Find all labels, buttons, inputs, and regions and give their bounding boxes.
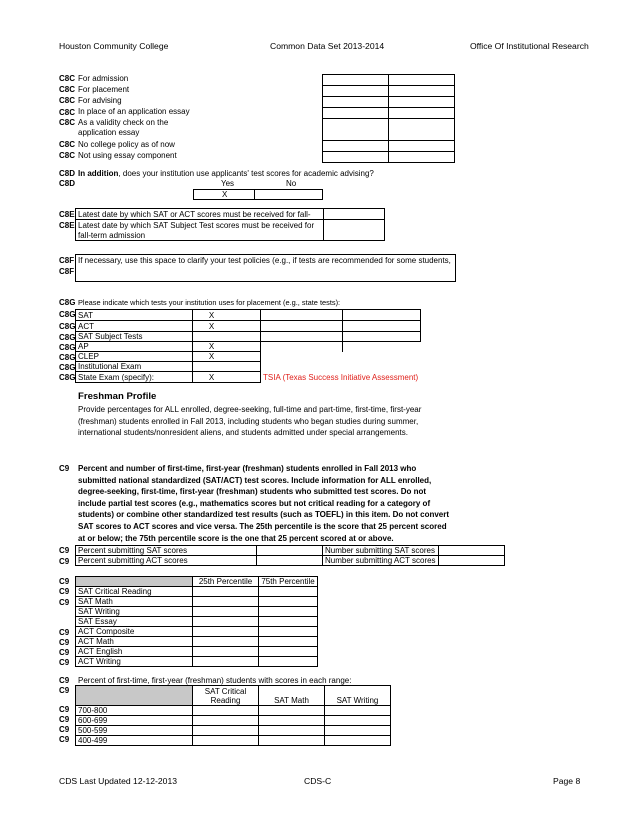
c9-pct-label: ACT Writing — [76, 657, 193, 667]
c8e-line: Latest date by which SAT Subject Test scores must be received for — [78, 221, 315, 230]
c9-code: C9 — [59, 658, 70, 667]
c8g-cell — [261, 362, 343, 372]
c8d-no-box[interactable] — [254, 189, 323, 200]
c8g-mark[interactable] — [193, 321, 261, 332]
table-row — [76, 342, 421, 352]
c8c-cell[interactable] — [389, 75, 455, 86]
c8d-yes-label: Yes — [221, 179, 235, 188]
c8g-cell[interactable] — [342, 321, 420, 332]
table-row — [76, 627, 318, 637]
c8g-mark[interactable] — [193, 362, 261, 372]
c8c-cell[interactable] — [323, 141, 389, 152]
c9-range-cell[interactable] — [325, 736, 391, 746]
c8g-mark[interactable] — [193, 352, 261, 362]
c9-submit-value[interactable] — [438, 556, 504, 566]
c8c-code: C8C — [59, 118, 76, 127]
c8c-cell[interactable] — [389, 86, 455, 97]
c9-pct-cell[interactable] — [259, 617, 318, 627]
table-row — [76, 637, 318, 647]
c8e-code: C8E — [59, 210, 75, 219]
c9-range-cell[interactable] — [193, 706, 259, 716]
freshman-line: international students/nonresident aliens, and students admitted under special arrangements. — [78, 428, 408, 438]
c8g-cell[interactable] — [261, 332, 343, 342]
c9-submitting-table — [75, 545, 505, 566]
c9-pct-cell[interactable] — [259, 607, 318, 617]
c9-pct-cell[interactable] — [259, 587, 318, 597]
c9-pct-label: SAT Critical Reading — [76, 587, 193, 597]
c9-pct-cell[interactable] — [259, 627, 318, 637]
c8e-code: C8E — [59, 221, 75, 230]
c9-pct-label: SAT Essay — [76, 617, 193, 627]
c8g-test-label: State Exam (specify): — [76, 372, 193, 383]
c8g-cell[interactable] — [261, 342, 343, 352]
c8c-cell[interactable] — [389, 141, 455, 152]
c8c-code: C8C — [59, 96, 76, 105]
c9-pct-cell[interactable] — [193, 587, 259, 597]
c8c-code: C8C — [59, 151, 76, 160]
c9-code: C9 — [59, 735, 70, 744]
c9-line: Percent and number of first-time, first-year (freshman) students enrolled in Fall 2013 who — [78, 464, 417, 473]
c8g-table — [75, 309, 421, 383]
c9-range-table — [75, 685, 391, 746]
table-row — [76, 556, 505, 566]
c8f-code: C8F — [59, 256, 75, 265]
c8c-grid — [322, 74, 455, 163]
c8g-code: C8G — [59, 310, 76, 319]
c8g-cell[interactable] — [342, 342, 420, 352]
table-row — [76, 332, 421, 342]
c9-range-cell[interactable] — [325, 716, 391, 726]
freshman-line: Provide percentages for ALL enrolled, degree-seeking, full-time and part-time, first-time, first-year — [78, 405, 422, 414]
c8g-test-label: Institutional Exam — [76, 362, 193, 372]
c9-range-header-math: SAT Math — [259, 686, 325, 706]
c9-line: at or below; the 75th percentile score is the one that 25 percent scored at or above. — [78, 533, 394, 543]
c9-pct-cell[interactable] — [193, 647, 259, 657]
c9-code: C9 — [59, 648, 70, 657]
c8g-intro: Please indicate which tests your institution uses for placement (e.g., state tests): — [78, 298, 341, 307]
c9-pct-cell[interactable] — [193, 627, 259, 637]
c9-percentile-table — [75, 576, 318, 667]
c8g-cell — [342, 362, 420, 372]
c9-pct-label: ACT Math — [76, 637, 193, 647]
footer-center: CDS-C — [304, 776, 332, 786]
c8f-textbox[interactable] — [75, 254, 456, 282]
c9-code: C9 — [59, 725, 70, 734]
freshman-profile-text — [78, 404, 421, 439]
c9-pct-cell[interactable] — [193, 597, 259, 607]
c9-submit-value[interactable] — [257, 546, 323, 556]
footer-left: CDS Last Updated 12-12-2013 — [59, 776, 178, 786]
c8e-line: Latest date by which SAT or ACT scores must be received for fall- — [78, 210, 311, 219]
c8g-mark[interactable] — [193, 342, 261, 352]
c8g-cell — [342, 352, 420, 362]
table-row — [76, 657, 318, 667]
c8d-question-bold: In addition — [78, 169, 119, 178]
c9-pct-label: ACT English — [76, 647, 193, 657]
c8c-label: application essay — [78, 128, 140, 137]
c8g-code: C8G — [59, 333, 76, 342]
c8e-row-2 — [75, 219, 324, 241]
c9-code: C9 — [59, 705, 70, 714]
freshman-line: (freshman) students enrolled in Fall 2013, including students who began studies during summer, — [78, 416, 419, 426]
c9-code: C9 — [59, 464, 70, 473]
c8c-cell[interactable] — [389, 108, 455, 119]
c8c-cell[interactable] — [323, 119, 389, 141]
c9-pct-label: SAT Writing — [76, 607, 193, 617]
c8g-cell[interactable] — [342, 332, 420, 342]
table-row — [76, 546, 505, 556]
c8c-label: As a validity check on the — [78, 118, 169, 127]
c9-range-cell[interactable] — [325, 706, 391, 716]
table-row — [76, 321, 421, 332]
c8g-mark-text: X — [208, 372, 215, 382]
freshman-profile-title: Freshman Profile — [78, 391, 157, 402]
c8c-cell[interactable] — [323, 108, 389, 119]
c8c-cell[interactable] — [389, 152, 455, 163]
c8g-test-label: ACT — [76, 321, 193, 332]
table-row — [76, 352, 421, 362]
c9-submit-label: Percent submitting ACT scores — [76, 556, 257, 566]
c8g-code: C8G — [59, 322, 76, 331]
c9-question — [78, 463, 449, 544]
c8g-mark[interactable] — [193, 332, 261, 342]
c8g-mark-text: X — [208, 352, 215, 361]
c9-pct-cell[interactable] — [259, 657, 318, 667]
c8g-test-label: SAT — [76, 310, 193, 321]
c9-range-label: 700-800 — [76, 706, 193, 716]
c8g-code: C8G — [59, 343, 76, 352]
c9-range-header-reading — [193, 686, 259, 706]
table-row — [76, 716, 391, 726]
c9-pct-cell[interactable] — [193, 617, 259, 627]
c8c-label: In place of an application essay — [78, 107, 190, 116]
c9-code: C9 — [59, 715, 70, 724]
c9-range-cell[interactable] — [259, 736, 325, 746]
table-row — [76, 686, 391, 706]
c8c-code: C8C — [59, 85, 76, 94]
c9-submit-label: Number submitting ACT scores — [323, 556, 439, 566]
c8d-question-rest: , does your institution use applicants' test scores for academic advising? — [118, 169, 374, 178]
table-row — [76, 736, 391, 746]
c9-range-cell[interactable] — [259, 716, 325, 726]
c9-range-header-writing: SAT Writing — [325, 686, 391, 706]
c8g-cell — [261, 352, 343, 362]
c9-range-col-label: Reading — [210, 695, 241, 705]
c8g-mark-text: X — [208, 310, 215, 320]
header-center: Common Data Set 2013-2014 — [270, 41, 385, 51]
c9-code: C9 — [59, 598, 70, 607]
table-row — [76, 647, 318, 657]
c8c-code: C8C — [59, 108, 76, 117]
header-right: Office Of Institutional Research — [470, 41, 589, 51]
c8g-state-exam-note-cell — [261, 372, 421, 383]
c8g-cell[interactable] — [261, 321, 343, 332]
c8d-yes-mark: X — [222, 190, 228, 199]
c9-pct-cell[interactable] — [193, 607, 259, 617]
c8c-label: For placement — [78, 85, 130, 94]
c8g-cell[interactable] — [261, 310, 343, 321]
c9-submit-value[interactable] — [438, 546, 504, 556]
c8g-mark-text: X — [208, 342, 215, 351]
c8c-cell[interactable] — [323, 152, 389, 163]
c8g-cell[interactable] — [342, 310, 420, 321]
table-row — [76, 362, 421, 372]
c8d-question — [78, 169, 374, 178]
table-row — [76, 617, 318, 627]
c9-pct-cell[interactable] — [259, 597, 318, 607]
c8f-text: If necessary, use this space to clarify your test policies (e.g., if tests are recommended for some students, — [78, 256, 451, 265]
c8d-code: C8D — [59, 169, 76, 178]
c9-range-label: 600-699 — [76, 716, 193, 726]
c9-pct-header-blank — [76, 577, 193, 587]
c9-pct-label: SAT Math — [76, 597, 193, 607]
c8c-cell[interactable] — [323, 86, 389, 97]
c8d-yes-box[interactable] — [193, 189, 255, 200]
c9-code: C9 — [59, 587, 70, 596]
table-row — [76, 597, 318, 607]
c9-submit-label: Percent submitting SAT scores — [76, 546, 257, 556]
c8g-mark-text: X — [208, 321, 215, 331]
c8g-test-label: SAT Subject Tests — [76, 332, 193, 342]
c9-line: SAT scores to ACT scores and vice versa. The 25th percentile is the score that 25 percent scored — [78, 521, 447, 531]
c8g-test-label: AP — [76, 342, 193, 352]
c9-line: degree-seeking, first-time, first-year (freshman) students who submitted test scores. Do not — [78, 487, 427, 497]
c9-pct-cell[interactable] — [259, 637, 318, 647]
table-row — [76, 577, 318, 587]
c9-range-intro: Percent of first-time, first-year (freshman) students with scores in each range: — [78, 676, 352, 685]
c9-range-cell[interactable] — [259, 726, 325, 736]
c8c-label: No college policy as of now — [78, 140, 175, 149]
table-row — [76, 726, 391, 736]
c9-submit-label: Number submitting SAT scores — [323, 546, 439, 556]
c9-code: C9 — [59, 628, 70, 637]
c9-range-cell[interactable] — [193, 736, 259, 746]
c8c-label: For advising — [78, 96, 122, 105]
c9-code: C9 — [59, 557, 70, 566]
c8c-cell[interactable] — [323, 97, 389, 108]
c8g-code: C8G — [59, 363, 76, 372]
c9-pct-cell[interactable] — [193, 637, 259, 647]
c8c-label: For admission — [78, 74, 129, 83]
c9-code: C9 — [59, 676, 70, 685]
table-row — [76, 372, 421, 383]
c9-submit-value[interactable] — [257, 556, 323, 566]
header-left: Houston Community College — [59, 41, 169, 51]
c9-range-cell[interactable] — [325, 726, 391, 736]
c9-range-cell[interactable] — [193, 726, 259, 736]
c9-code: C9 — [59, 686, 70, 695]
c8f-code: C8F — [59, 267, 75, 276]
c9-code: C9 — [59, 638, 70, 647]
c9-range-cell[interactable] — [193, 716, 259, 726]
c8g-state-exam-note: TSIA (Texas Success Initiative Assessment) — [263, 372, 419, 382]
table-row — [76, 607, 318, 617]
c9-code: C9 — [59, 546, 70, 555]
c8c-code: C8C — [59, 74, 76, 83]
c8c-cell[interactable] — [389, 119, 455, 141]
c9-line: submitted national standardized (SAT/ACT) test scores. Include information for ALL enrolled, — [78, 475, 432, 485]
table-row — [76, 706, 391, 716]
c9-range-header-blank — [76, 686, 193, 706]
c9-pct-cell[interactable] — [193, 657, 259, 667]
c8g-mark[interactable] — [193, 310, 261, 321]
table-row — [76, 310, 421, 321]
c9-pct-header-25: 25th Percentile — [193, 577, 259, 587]
c9-pct-header-75: 75th Percentile — [259, 577, 318, 587]
footer-page-number: Page 8 — [553, 776, 581, 786]
c9-range-cell[interactable] — [259, 706, 325, 716]
c9-range-col-label: SAT Critical — [204, 686, 247, 696]
c9-code: C9 — [59, 577, 70, 586]
c8e-date-2[interactable] — [323, 219, 385, 241]
table-row — [76, 587, 318, 597]
c9-range-label: 500-599 — [76, 726, 193, 736]
c8g-mark[interactable] — [193, 372, 261, 383]
c8e-line: fall-term admission — [78, 231, 146, 240]
c8g-code: C8G — [59, 373, 76, 382]
c8g-test-label: CLEP — [76, 352, 193, 362]
c9-range-label: 400-499 — [76, 736, 193, 746]
c9-line: students) or combine other standardized test results (such as TOEFL) in this item. Do not convert — [78, 510, 450, 520]
c8g-code: C8G — [59, 298, 76, 307]
c9-line: include partial test scores (e.g., mathematics scores but not critical reading for a category of — [78, 498, 431, 508]
c8c-code: C8C — [59, 140, 76, 149]
c8c-cell[interactable] — [389, 97, 455, 108]
c8c-cell[interactable] — [323, 75, 389, 86]
c8d-code: C8D — [59, 179, 76, 188]
c8d-no-label: No — [286, 179, 297, 188]
c8c-label: Not using essay component — [78, 151, 177, 160]
c9-pct-cell[interactable] — [259, 647, 318, 657]
c8g-code: C8G — [59, 353, 76, 362]
c9-pct-label: ACT Composite — [76, 627, 193, 637]
